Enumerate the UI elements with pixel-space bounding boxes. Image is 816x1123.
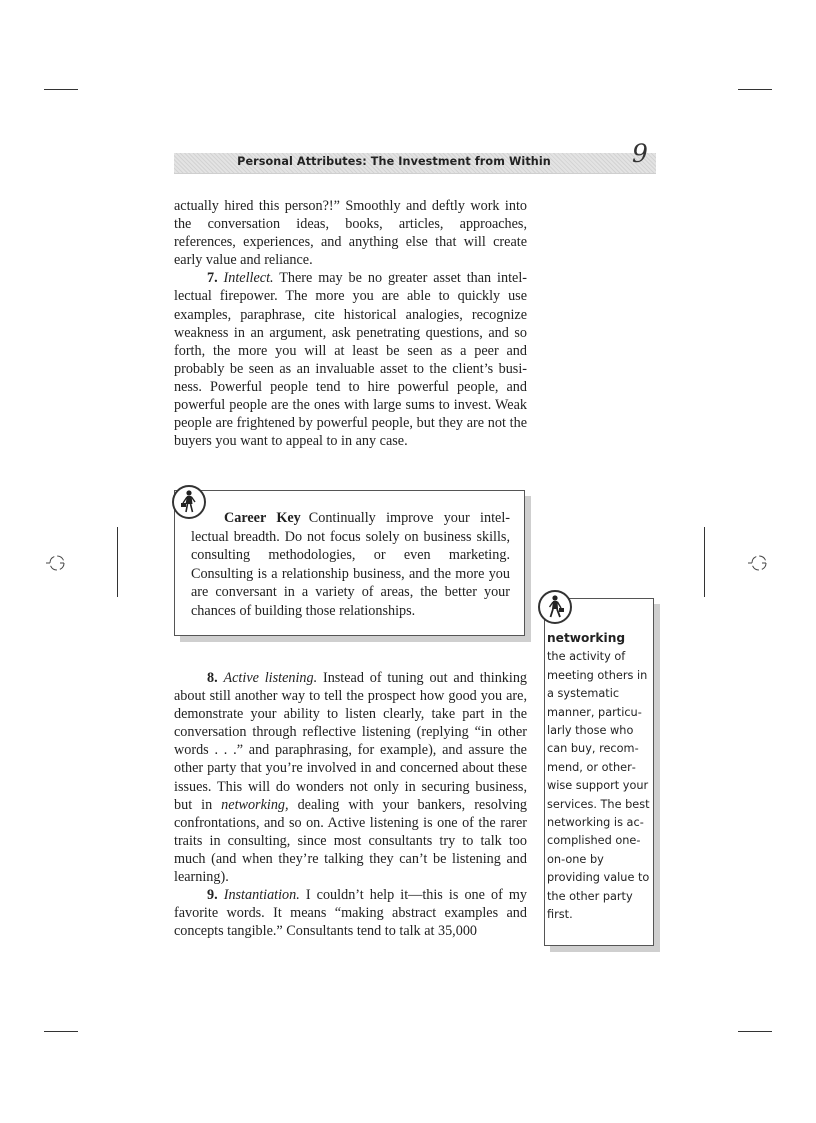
sidebar-text (547, 629, 655, 925)
paragraph-text: I couldn’t help it—this is one of my favorite words. It means “making abstract examples and concepts tangible.” Consultants tend to talk at 35,000 (174, 887, 528, 940)
header-title: Personal Attributes: The Investment from Within (237, 155, 551, 168)
paragraph-text: dealing with your bankers, resolving confrontations, and so on. Active listening is one of the rarer traits in consulting, since most consultants try to talk too much (and when they’re talking they can’t be listening and learning). (174, 796, 528, 886)
paragraph-text: There may be no greater asset than intellectual firepower. The more you are able to quickly use examples, paraphrase, cite historical analogies, recognize weakness in an argument, ask penetrating questions, and so forth, the more you will at least be seen as a peer and probably be seen as an invaluable asset to the client’s business. Powerful people tend to hire powerful people, and powerful people are the ones with large sums to invest. Weak people are frightened by powerful people, but they are not the buyers you want to appeal to in any case. (174, 270, 527, 450)
crop-mark (44, 1031, 78, 1032)
running-header (174, 153, 656, 174)
item-number: 9. (207, 887, 218, 904)
body-text-top (174, 197, 527, 450)
item-number: 7. (207, 270, 218, 287)
definition-sidebar (544, 598, 654, 946)
paragraph-active-listening (174, 669, 527, 886)
paragraph-instantiation (174, 886, 527, 940)
registration-mark-icon (748, 552, 770, 574)
paragraph-intellect (174, 269, 527, 450)
item-term: Instantiation. (223, 887, 300, 904)
paragraph-continued: actually hired this person?!” Smoothly and deftly work into the conversation ideas, books, articles, approaches, references, experiences, and anything else that will create early value and reliance. (174, 198, 527, 269)
walking-businessman-icon (538, 590, 572, 624)
paragraph-text: Instead of tuning out and thinking about still another way to tell the prospect how good you are, demonstrate your ability to listen clearly, take part in the conversation through reflective listening (replying “in other words . . .” and paraphrasing, for example), and assure the other party that you’re involved in and concerned about these issues. This will do wonders not only in securing business, but in (174, 670, 528, 813)
career-key-text (191, 509, 510, 621)
career-key-label: Career Key (224, 510, 301, 526)
item-term: Active listening. (223, 670, 318, 686)
career-key-box (174, 490, 525, 636)
crop-mark (117, 527, 118, 597)
registration-mark-icon (46, 552, 68, 574)
crop-mark (738, 1031, 772, 1032)
item-term: Intellect. (223, 270, 274, 287)
italic-term: networking, (221, 796, 289, 813)
crop-mark (44, 89, 78, 90)
item-number: 8. (207, 670, 218, 686)
body-text-bottom (174, 669, 527, 940)
sidebar-term: networking (547, 631, 626, 645)
walking-businesswoman-icon (172, 485, 206, 519)
page-number: 9 (632, 139, 648, 168)
career-key-body: Continually improve your intellectual breadth. Do not focus solely on business skills, consulting methodologies, or even marketing. Consulting is a relationship business, and the more you are conversant in a variety of areas, the better your chances of building those relationships. (191, 510, 510, 619)
crop-mark (738, 89, 772, 90)
crop-mark (704, 527, 705, 597)
sidebar-definition: the activity of meeting others in a systematic manner, particularly those who can buy, recommend, or otherwise support your services. The best networking is accomplished one-on-one by providing value to the other party first. (547, 650, 650, 922)
